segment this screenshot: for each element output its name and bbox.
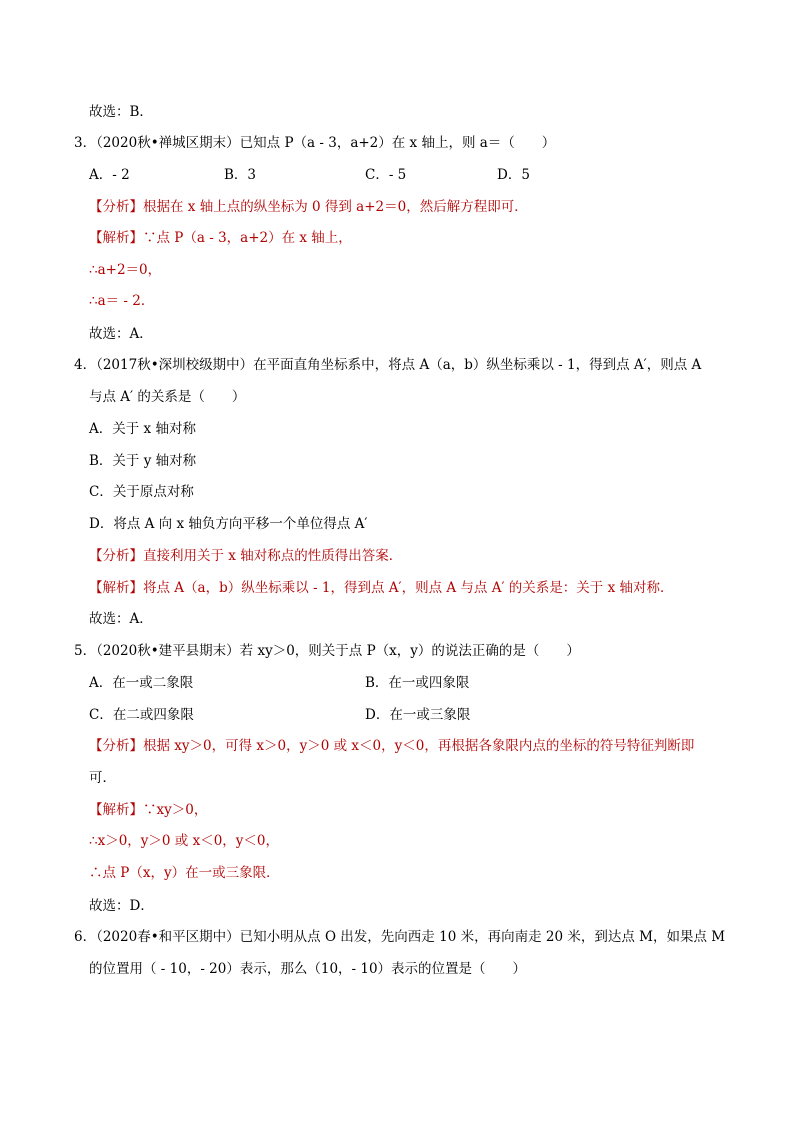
question-4-stem-cont: 与点 A′ 的关系是（ ） xyxy=(89,389,246,405)
answer-line: 故选：D． xyxy=(89,898,154,914)
analysis-line: 【分析】直接利用关于 x 轴对称点的性质得出答案． xyxy=(89,548,403,564)
option-b: B．在一或四象限 xyxy=(365,675,470,691)
analysis-line: 【分析】根据 xy＞0，可得 x＞0，y＞0 或 x＜0，y＜0，再根据各象限内点的坐标的符号特征判断即 xyxy=(89,738,695,754)
question-4-stem: 4．（2017秋•深圳校级期中）在平面直角坐标系中，将点 A（a，b）纵坐标乘以 - 1，得到点 A′，则点 A xyxy=(74,357,702,373)
option-a: A．关于 x 轴对称 xyxy=(89,421,196,437)
solution-step: ∴x＞0，y＞0 或 x＜0，y＜0， xyxy=(89,833,280,849)
question-6-stem: 6．（2020春•和平区期中）已知小明从点 O 出发，先向西走 10 米，再向南走 20 米，到达点 M，如果点 M xyxy=(74,929,726,945)
solution-step: ∴a＝ - 2． xyxy=(89,293,155,309)
option-b: B．3 xyxy=(224,167,257,183)
option-d: D．在一或三象限 xyxy=(365,707,471,723)
answer-line: 故选：A． xyxy=(89,611,153,627)
answer-line: 故选：B． xyxy=(89,104,153,120)
solution-line: 【解析】∵点 P（a - 3，a+2）在 x 轴上， xyxy=(89,230,352,246)
answer-line: 故选：A． xyxy=(89,326,153,342)
solution-step: ∴点 P（x，y）在一或三象限． xyxy=(89,865,280,881)
option-d: D．5 xyxy=(497,167,530,183)
option-c: C．在二或四象限 xyxy=(89,707,194,723)
option-a: A．在一或二象限 xyxy=(89,675,194,691)
solution-line: 【解析】∵xy＞0， xyxy=(89,802,208,818)
solution-line: 【解析】将点 A（a，b）纵坐标乘以 - 1，得到点 A′，则点 A 与点 A′ 的关系是：关于 x 轴对称． xyxy=(89,580,674,596)
option-d: D．将点 A 向 x 轴负方向平移一个单位得点 A′ xyxy=(89,516,368,532)
analysis-line: 【分析】根据在 x 轴上点的纵坐标为 0 得到 a+2＝0，然后解方程即可． xyxy=(89,199,528,215)
option-c: C．关于原点对称 xyxy=(89,484,194,500)
analysis-line-cont: 可． xyxy=(89,770,116,786)
question-3-stem: 3．（2020秋•禅城区期末）已知点 P（a - 3，a+2）在 x 轴上，则 a＝（ ） xyxy=(74,135,556,151)
solution-step: ∴a+2＝0， xyxy=(89,262,162,278)
option-a: A．- 2 xyxy=(89,167,130,183)
question-6-stem-cont: 的位置用（ - 10，- 20）表示，那么（10，- 10）表示的位置是（ ） xyxy=(89,961,527,977)
question-5-stem: 5．（2020秋•建平县期末）若 xy＞0，则关于点 P（x，y）的说法正确的是（ ） xyxy=(74,643,580,659)
option-c: C．- 5 xyxy=(365,167,407,183)
option-b: B．关于 y 轴对称 xyxy=(89,453,197,469)
